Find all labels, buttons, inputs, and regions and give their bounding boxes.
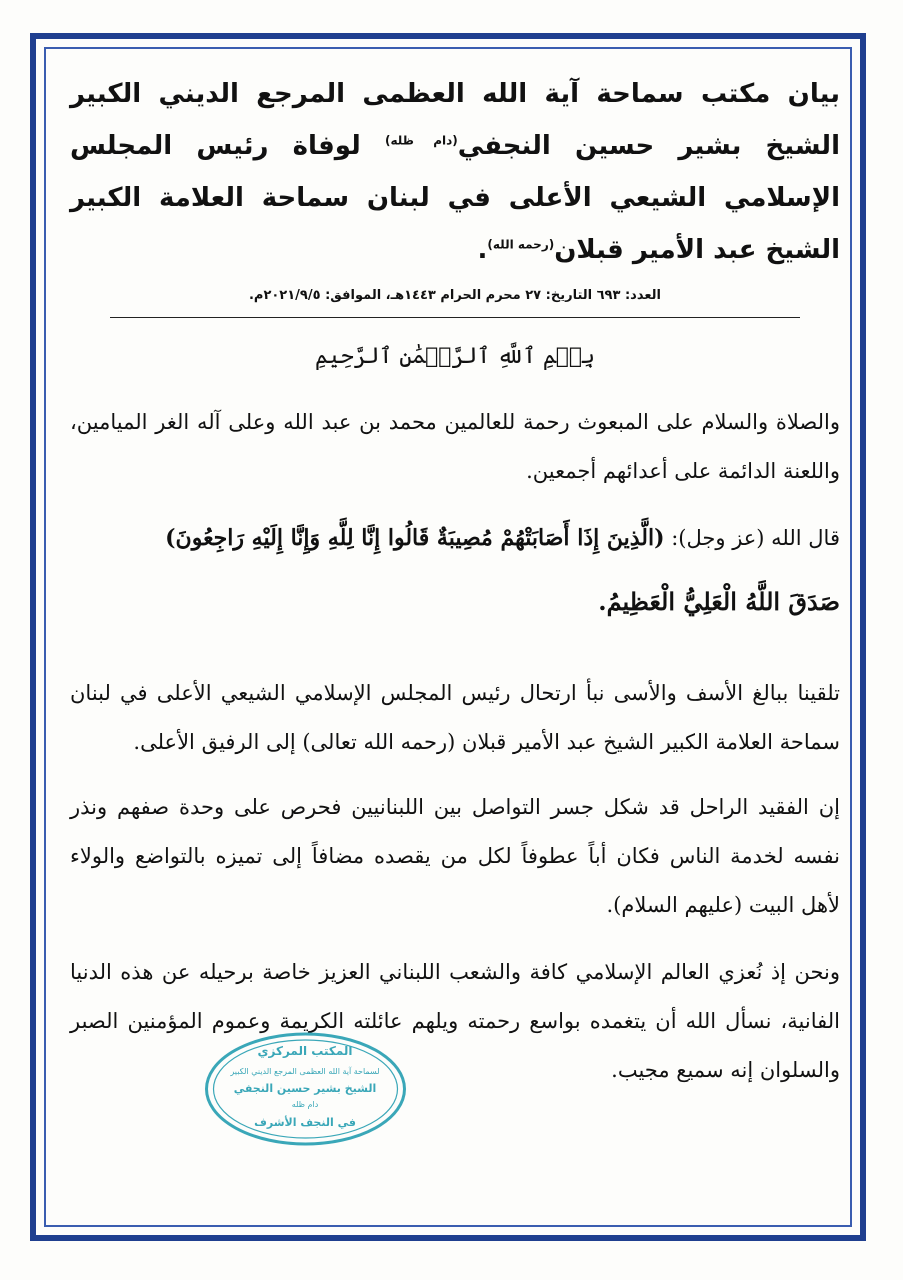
basmala: بِسۡمِ ٱللَّهِ ٱلرَّحۡمَٰنِ ٱلرَّحِيمِ — [314, 344, 596, 369]
stamp-line-3: الشيخ بشير حسين النجفي — [233, 1082, 377, 1095]
title-end: . — [477, 235, 488, 265]
stamp-line-1: المكتب المركزي — [257, 1044, 353, 1058]
document-content — [70, 58, 840, 1095]
paragraph-tribute: إن الفقيد الراحل قد شكل جسر التواصل بين اللبنانيين فحرص على وحدة صفهم ونذر نفسه لخدمة الناس فكان أباً عطوفاً لكل من يقصده مضافاً إلى تميزه بالتواضع والولاء لأهل البيت (عليهم السلام). — [70, 795, 840, 917]
stamp-line-4: دام ظله — [291, 1100, 319, 1109]
stamp-line-2: لسماحة آية الله العظمى المرجع الديني الكبير — [230, 1067, 380, 1076]
title-text-2: لوفاة رئيس المجلس الإسلامي الشيعي الأعلى في لبنان سماحة العلامة الكبير الشيخ عبد الأمير قبلان — [70, 131, 840, 265]
title-honorific-2: (رحمه الله) — [487, 237, 555, 252]
title-honorific-1: (دام ظله) — [384, 133, 458, 148]
reference-line: العدد: ٦٩٣ التاريخ: ٢٧ محرم الحرام ١٤٤٣هـ، الموافق: ٢٠٢١/٩/٥م. — [248, 288, 662, 303]
quran-quote — [70, 514, 840, 563]
title-text-1: بيان مكتب سماحة آية الله العظمى المرجع الديني الكبير الشيخ بشير حسين النجفي — [70, 79, 840, 161]
paragraph-prayer: ونحن إذ نُعزي العالم الإسلامي كافة والشعب اللبناني العزيز خاصة برحيله عن هذه الدنيا الفانية، نسأل الله أن يتغمده بواسع رحمته ويلهم عائلته الكريمة وعموم المؤمنين الصبر والسلوان إنه سميع مجيب. — [70, 960, 840, 1082]
office-seal-stamp — [203, 1030, 408, 1148]
opening-paragraph: والصلاة والسلام على المبعوث رحمة للعالمين محمد بن عبد الله وعلى آله الغر الميامين، واللعنة الدائمة على أعدائهم أجمعين. — [70, 410, 840, 483]
sadaqa-line: صَدَقَ اللَّهُ الْعَلِيُّ الْعَظِيمُ. — [598, 587, 840, 616]
quran-verse: (الَّذِينَ إِذَا أَصَابَتْهُمْ مُصِيبَةٌ قَالُوا إِنَّا لِلَّهِ وَإِنَّا إِلَيْهِ رَاجِعُونَ) — [165, 525, 665, 551]
paragraph-condolence: تلقينا ببالغ الأسف والأسى نبأ ارتحال رئيس المجلس الإسلامي الشيعي الأعلى في لبنان سماحة العلامة الكبير الشيخ عبد الأمير قبلان (رحمه الله تعالى) إلى الرفيق الأعلى. — [70, 681, 840, 754]
divider-line — [110, 317, 800, 318]
statement-title — [70, 68, 840, 276]
stamp-line-5: في النجف الأشرف — [254, 1116, 356, 1129]
quran-intro: قال الله (عز وجل): — [671, 526, 840, 550]
